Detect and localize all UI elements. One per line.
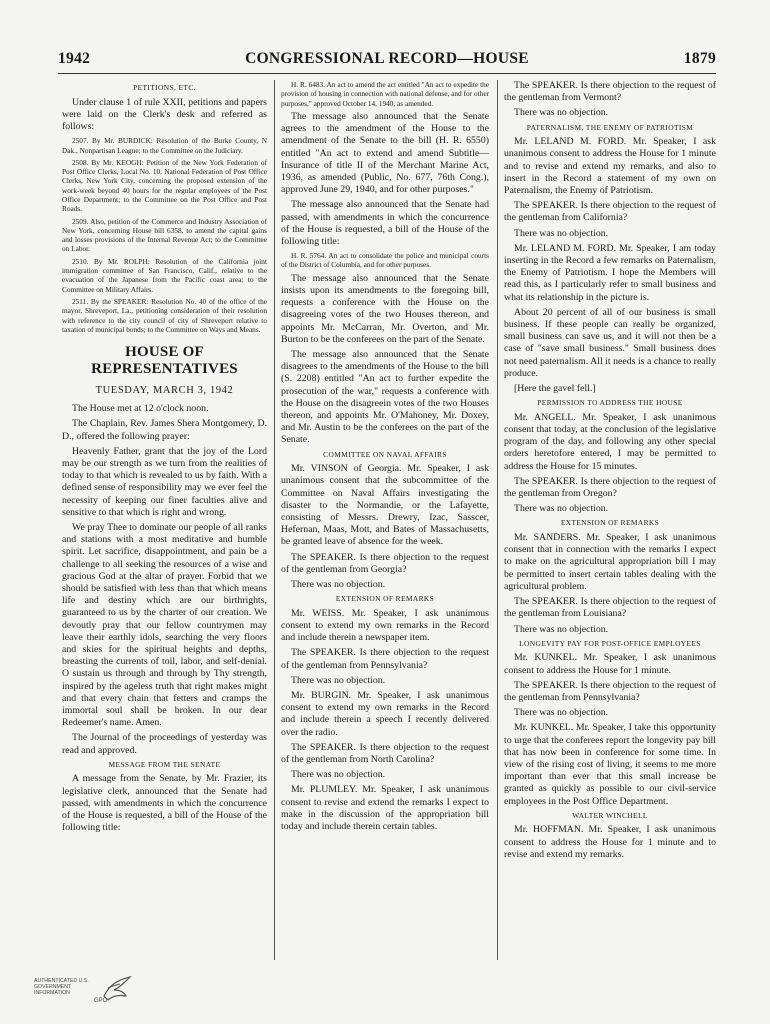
bill-item: H. R. 6483. An act to amend the act entitled "An act to expedite the provision of housing in connection with national defense, and for other purposes," approved October 14, 1940, as amended. bbox=[281, 80, 489, 108]
paragraph: The SPEAKER. Is there objection to the request of the gentleman from Oregon? bbox=[504, 475, 716, 500]
paragraph: Mr. VINSON of Georgia. Mr. Speaker, I ask unanimous consent that the subcommittee of the Committee on Naval Affairs investigating the disaster to the Normandie, or the Lafayette, consisting of Messrs. Drewry, Izac, Sasscer, Hefernan, Maas, Mott, and Bates of Massachusetts, be granted leave of absence for the week. bbox=[281, 463, 489, 548]
paragraph: About 20 percent of all of our business is small business. If these people can really be organized, small business can save us, and it will not then be a case of "save small business." Small business does not need paternalism. All it needs is a chance to really produce. bbox=[504, 306, 716, 379]
paragraph: Mr. LELAND M. FORD. Mr. Speaker, I am today inserting in the Record a few remarks on Paternalism, the Enemy of Patriotism. I hope the Members will read this, as I particularly refer to small business and what its relationship in the picture is. bbox=[504, 242, 716, 303]
paragraph: Mr. PLUMLEY. Mr. Speaker, I ask unanimous consent to revise and extend the remarks I expect to make in the discussion of the appropriation bill today and include therein certain tables. bbox=[281, 784, 489, 833]
paragraph: There was no objection. bbox=[291, 578, 386, 590]
paragraph: Mr. ANGELL. Mr. Speaker, I ask unanimous consent that today, at the conclusion of the legislative program of the day, and following any other special orders heretofore entered, I may be permitted to address the House for 15 minutes. bbox=[504, 411, 716, 472]
section-heading-winchell: WALTER WINCHELL bbox=[572, 810, 648, 820]
logo-text: AUTHENTICATED U.S. GOVERNMENT INFORMATION bbox=[34, 978, 89, 996]
paragraph: The message also announced that the Senate agrees to the amendment of the House to the amendment of the Senate to the bill (H. R. 6550) entitled "An act to extend and amend Subtitle—Insurance of title II of the Merchant Marine Act, 1936, as amended (Public, No. 677, 76th Cong.), approved June 29, 1940, and for other purposes." bbox=[281, 110, 489, 196]
paragraph: The SPEAKER. Is there objection to the request of the gentleman from California? bbox=[504, 200, 716, 224]
paragraph: The House met at 12 o'clock noon. bbox=[72, 403, 209, 415]
column-divider bbox=[274, 80, 275, 960]
page-number-left: 1942 bbox=[58, 50, 91, 67]
paragraph: The SPEAKER. Is there objection to the request of the gentleman from Georgia? bbox=[281, 551, 489, 575]
section-heading-extension: EXTENSION OF REMARKS bbox=[560, 518, 660, 528]
paragraph: Mr. LELAND M. FORD. Mr. Speaker, I ask unanimous consent to address the House for 1 minute and to revise and extend my remarks, and also to insert in the Record a statement of my own on Paternalism, the Enemy of Patriotism. bbox=[504, 136, 716, 197]
paragraph: There was no objection. bbox=[291, 674, 386, 686]
paragraph: A message from the Senate, by Mr. Frazier, its legislative clerk, announced that the Senate had passed, with amendments in which the concurrence of the House is requested, a bill of the House of the following title: bbox=[62, 773, 267, 834]
petition-item: 2511. By the SPEAKER: Resolution No. 40 of the office of the mayor, Shreveport, La., petitioning consideration of their resolution with reference to the city council of city of Shreveport relative to taxation of municipal bonds; to the Committee on Ways and Means. bbox=[62, 296, 267, 334]
column-right bbox=[504, 80, 716, 960]
paragraph: Mr. HOFFMAN. Mr. Speaker, I ask unanimous consent to address the House for 1 minute and to revise and extend my remarks. bbox=[504, 824, 716, 860]
paragraph: The Journal of the proceedings of yesterday was read and approved. bbox=[62, 732, 267, 756]
paragraph: Mr. KUNKEL. Mr. Speaker, I ask unanimous consent to address the House for 1 minute. bbox=[504, 652, 716, 676]
paragraph: The message also announced that the Senate disagrees to the amendments of the House to the bill (S. 2208) entitled "An act to further expedite the prosecution of the war," requests a conference with the House on the disagreein votes of the two Houses thereon, and appoints Mr. O'Mahoney, Mr. Doxey, and Mr. Austin to be the conferees on the part of the Senate. bbox=[281, 348, 489, 446]
paragraph: The message also announced that the Senate had passed, with amendments in which the concurrence of the House is requested, a bill of the House of the following title: bbox=[281, 199, 489, 247]
paragraph: There was no objection. bbox=[514, 623, 609, 635]
section-heading-naval: COMMITTEE ON NAVAL AFFAIRS bbox=[323, 449, 447, 459]
session-date: TUESDAY, MARCH 3, 1942 bbox=[95, 385, 234, 397]
paragraph: The SPEAKER. Is there objection to the request of the gentleman from Pennsylvania? bbox=[281, 647, 489, 671]
section-heading-paternalism: PATERNALISM, THE ENEMY OF PATRIOTISM bbox=[526, 122, 694, 132]
paragraph: The SPEAKER. Is there objection to the request of the gentleman from Louisiana? bbox=[504, 596, 716, 620]
paragraph: Mr. SANDERS. Mr. Speaker, I ask unanimous consent that in connection with the remarks I expect to make on the agricultural appropriation bill I may be permitted to insert certain tables dealing with the agricultural problem. bbox=[504, 532, 716, 592]
prayer-paragraph: We pray Thee to dominate our people of all ranks and stations with a most meditative and humble spirit. Let sacrifice, disappointment, and pain be a challenge to all seeking the resources of a wise and gracious God at the altar of prayer. Forbid that we should be satisfied with less than that which means life and destiny which are our birthrights, guaranteed to us by the charter of our creation. We devoutly pray that our fellow countrymen may leave their earthly idols, searching the very floors and skies for the spiritual heights and depths, breasting the currents of toil, labor, and self-denial. O sustain us through and through by Thy strength, inspired by the ageless truth that right makes might and that every chain that fetters and cramps the immortal soul shall be broken. In our dear Redeemer's name. Amen. bbox=[62, 521, 267, 729]
logo-gpo-label: GPO bbox=[94, 998, 108, 1004]
paragraph: [Here the gavel fell.] bbox=[514, 383, 596, 395]
petition-item: 2507. By Mr. BURDICK: Resolution of the Burke County, N Dak., Nonpartisan League; to the Committee on the Judiciary. bbox=[62, 136, 267, 155]
section-heading-senate: MESSAGE FROM THE SENATE bbox=[108, 759, 221, 769]
bill-item: H. R. 5764. An act to consolidate the police and municipal courts of the District of Columbia, and for other purposes. bbox=[281, 251, 489, 270]
paragraph: Mr. KUNKEL. Mr. Speaker, I take this opportunity to urge that the conferees report the longevity pay bill that has now been in conference for some time. In view of the rising cost of living, it seems to me more important than ever that this small increase be granted as quickly as possible to our civil-service employees in the Post Office Department. bbox=[504, 722, 716, 807]
paragraph: There was no objection. bbox=[514, 503, 609, 515]
petition-item: 2509. Also, petition of the Commerce and Industry Association of New York, concerning House bill 6358, to amend the capital gains and losses provisions of the Internal Revenue Act; to the Committee on Labor. bbox=[62, 216, 267, 254]
section-heading-longevity: LONGEVITY PAY FOR POST-OFFICE EMPLOYEES bbox=[519, 638, 701, 648]
page-header bbox=[58, 50, 716, 72]
page-number-right: 1879 bbox=[683, 50, 716, 67]
column-left bbox=[62, 80, 267, 960]
paragraph: The message also announced that the Senate insists upon its amendments to the foregoing bill, requests a conference with the House on the disagreeing votes of the two Houses thereon, and appoints Mr. McCarran, Mr. Overton, and Mr. Burton to be the conferees on the part of the Senate. bbox=[281, 272, 489, 345]
paragraph: Mr. BURGIN. Mr. Speaker, I ask unanimous consent to extend my own remarks in the Record and include therein a speech I recently delivered over the radio. bbox=[281, 690, 489, 738]
section-heading-petitions: PETITIONS, ETC. bbox=[133, 83, 196, 92]
paragraph: There was no objection. bbox=[514, 227, 609, 239]
petitions-intro: Under clause 1 of rule XXII, petitions and papers were laid on the Clerk's desk and referred as follows: bbox=[62, 96, 267, 132]
paragraph: The Chaplain, Rev. James Shera Montgomery, D. D., offered the following prayer: bbox=[62, 418, 267, 442]
paragraph: The SPEAKER. Is there objection to the request of the gentleman from Vermont? bbox=[504, 80, 716, 104]
paragraph: Mr. WEISS. Mr. Speaker, I ask unanimous consent to extend my own remarks in the Record and include therein a newspaper item. bbox=[281, 607, 489, 644]
paragraph: The SPEAKER. Is there objection to the request of the gentleman from North Carolina? bbox=[281, 741, 489, 766]
petition-item: 2510. By Mr. ROLPH: Resolution of the California joint immigration committee of San Francisco, Calif., relative to the evacuation of the Japanese from the Pacific coast area; to the Committee on Military Affairs. bbox=[62, 256, 267, 294]
column-divider bbox=[497, 80, 498, 960]
petition-item: 2508. By Mr. KEOGH: Petition of the New York Federation of Post Office Clerks, Local No. 10, National Federation of Post Office Clerks, New York City, concerning the proposed extension of the work-week beyond 40 hours for the regular employees of the Post Office Department; to the Committee on the Post Office and Post Roads. bbox=[62, 157, 267, 214]
paragraph: The SPEAKER. Is there objection to the request of the gentleman from Pennsylvania? bbox=[504, 679, 716, 703]
section-heading-permission: PERMISSION TO ADDRESS THE HOUSE bbox=[537, 398, 683, 408]
section-heading-extension: EXTENSION OF REMARKS bbox=[335, 594, 435, 604]
gpo-authentication-logo bbox=[34, 972, 144, 1014]
paragraph: There was no objection. bbox=[291, 769, 386, 781]
paragraph: There was no objection. bbox=[514, 707, 609, 719]
prayer-paragraph: Heavenly Father, grant that the joy of the Lord may be our strength as we turn from the realities of today to that which is revealed to us by faith. With a defined sense of responsibility may we ever feel the necessity of keeping our finer faculties alive and sensitive to that which is right and wrong. bbox=[62, 445, 267, 518]
house-heading: HOUSE OF REPRESENTATIVES bbox=[91, 344, 238, 378]
record-title: CONGRESSIONAL RECORD—HOUSE bbox=[245, 50, 529, 67]
column-middle bbox=[281, 80, 489, 960]
header-rule bbox=[58, 73, 716, 74]
paragraph: There was no objection. bbox=[514, 107, 609, 119]
